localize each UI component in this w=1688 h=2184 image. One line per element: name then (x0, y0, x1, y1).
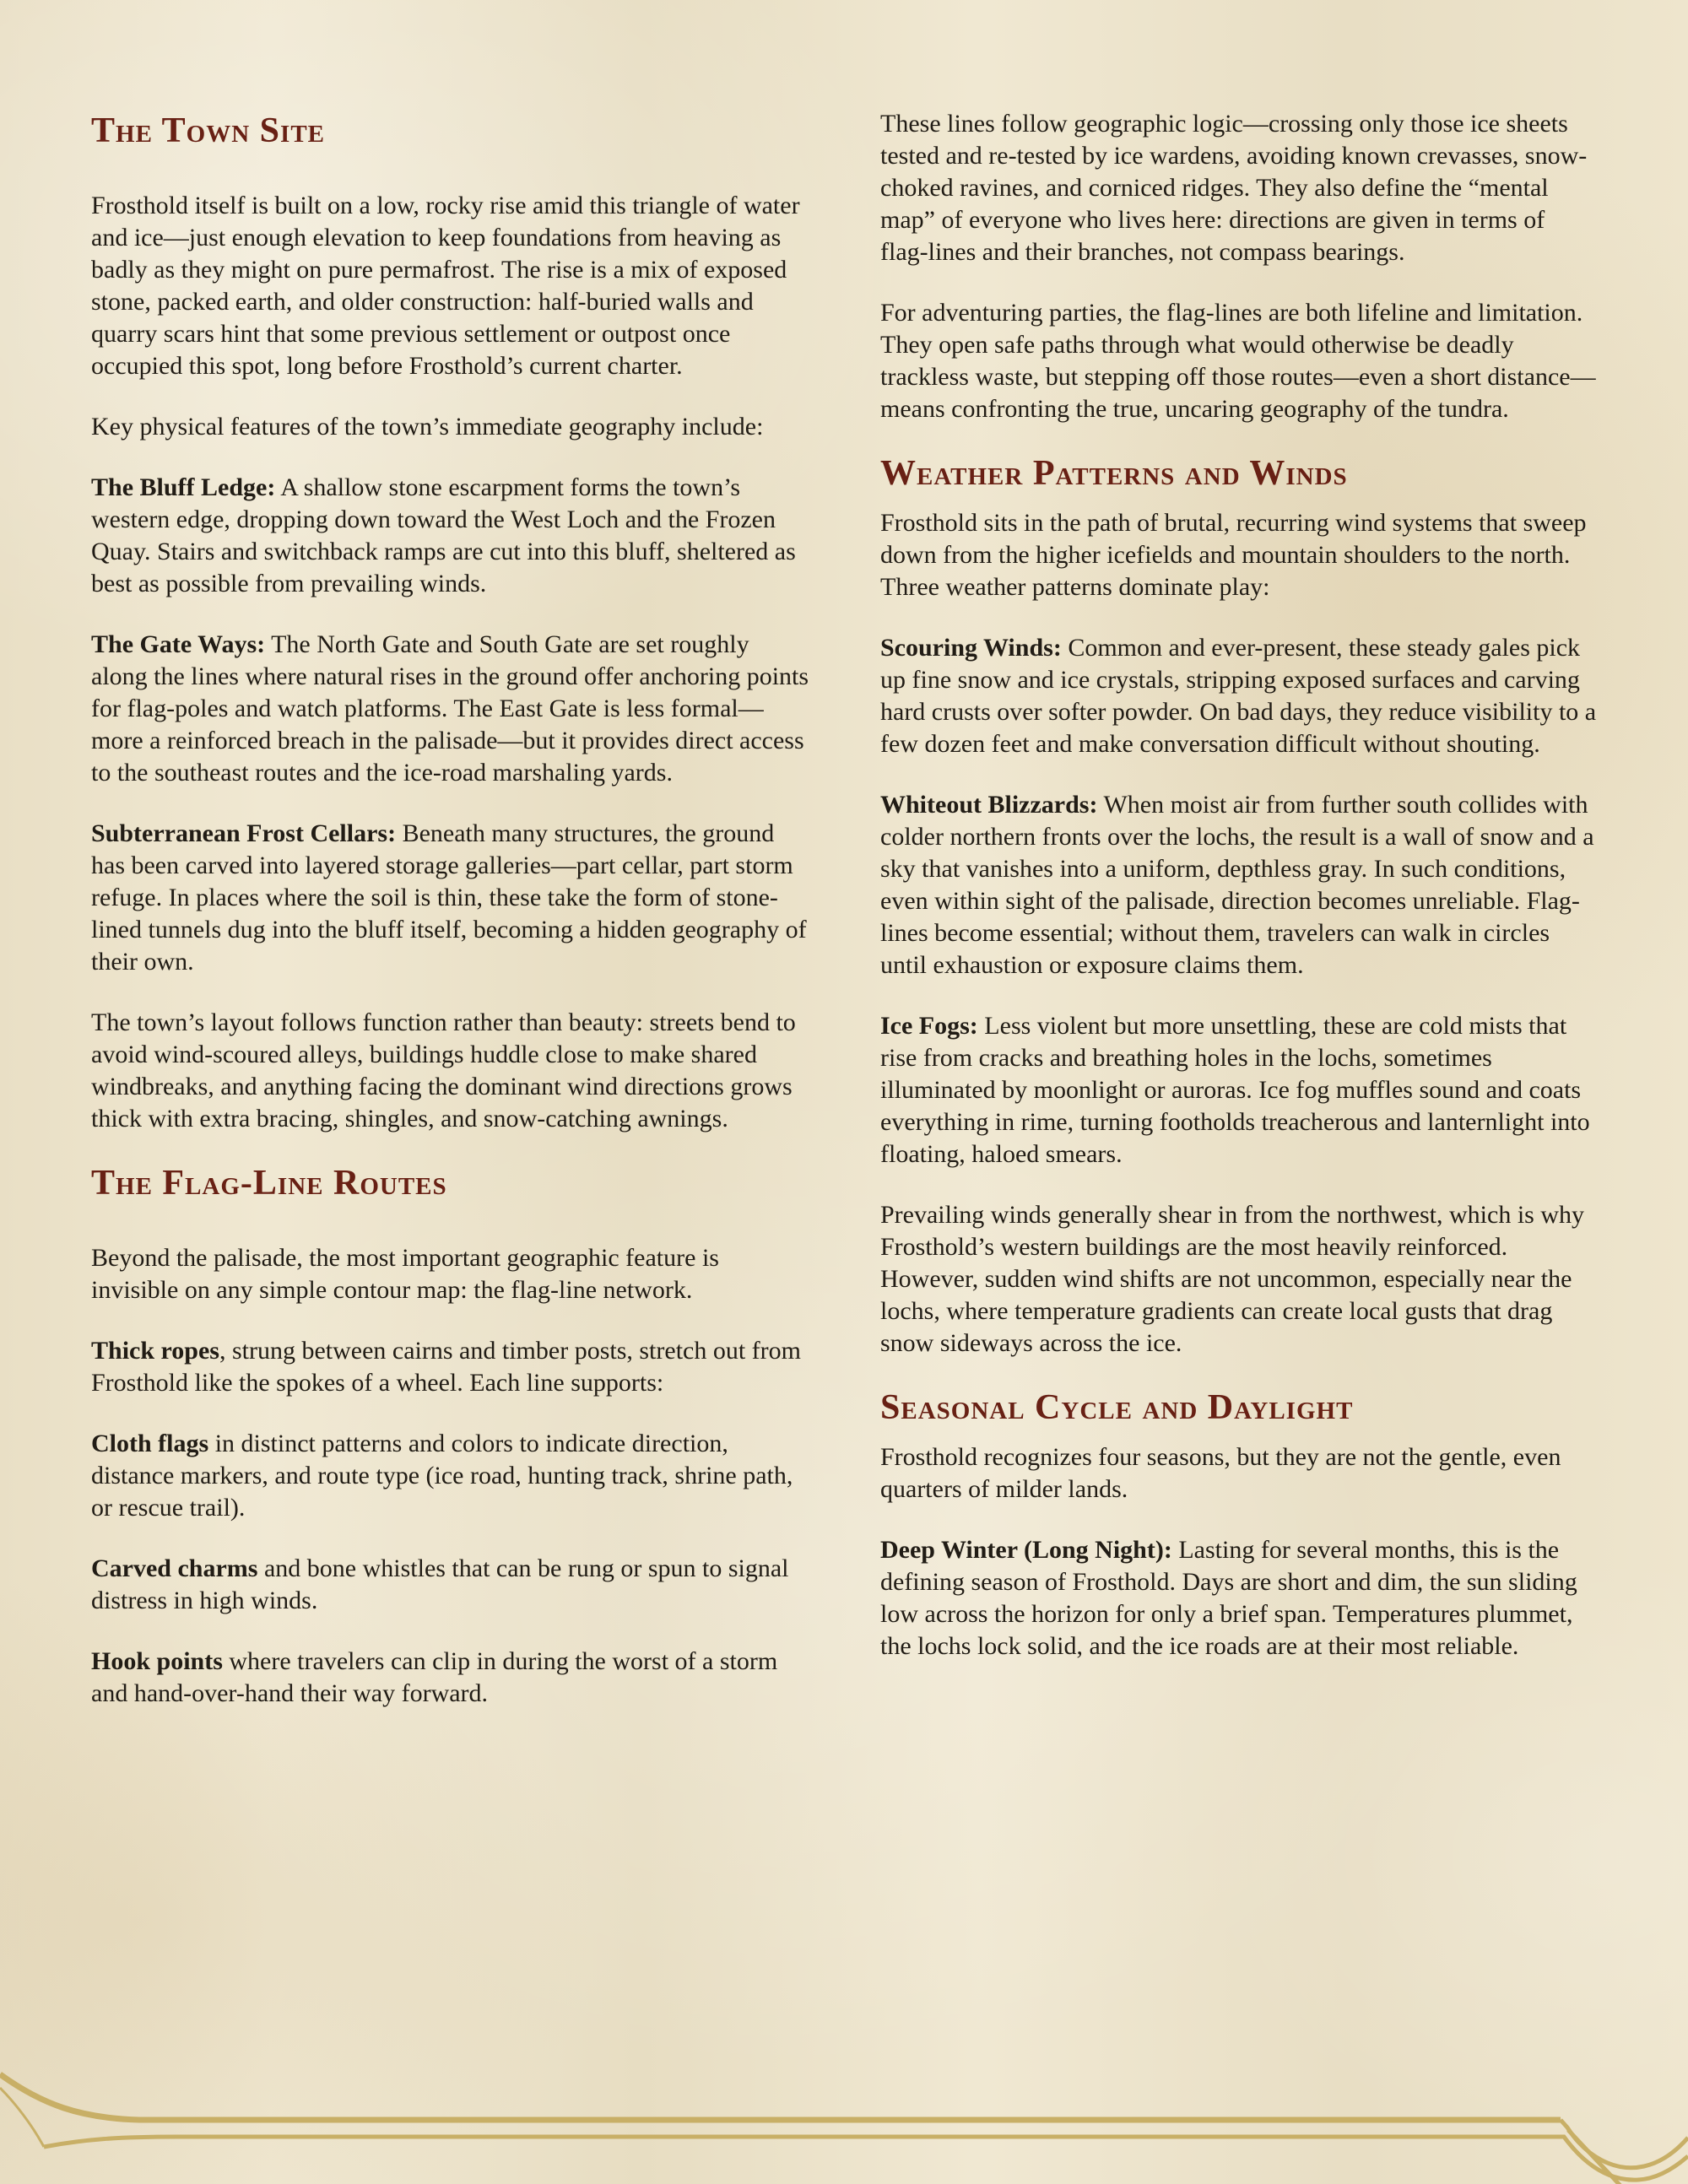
paragraph: The town’s layout follows function rather than beauty: streets bend to avoid wind-scoured alleys, buildings huddle close to make shared windbreaks, and anything facing the dominant wind directions grows thick with extra bracing, shingles, and snow-catching awnings. (91, 1008, 796, 1133)
flourish-lower-line (44, 2137, 1688, 2180)
section-heading: Seasonal Cycle and Daylight (880, 1388, 1354, 1428)
paragraph: Frosthold sits in the path of brutal, recurring wind systems that sweep down from the higher icefields and mountain shoulders to the north. Three weather patterns dominate play: (880, 509, 1587, 602)
two-column-layout (91, 108, 1599, 1710)
paragraph-lead: The Gate Ways: (91, 630, 266, 659)
paragraph (91, 1428, 809, 1524)
paragraph (91, 1335, 809, 1399)
paragraph-text: in distinct patterns and colors to indicate direction, distance markers, and route type (ice road, hunting track, shrine path, or rescue trail). (91, 1430, 793, 1522)
section-heading: The Town Site (91, 111, 325, 150)
paragraph-text: , strung between cairns and timber posts, stretch out from Frosthold like the spokes of a wheel. Each line supports: (91, 1337, 801, 1397)
paragraph (91, 818, 809, 978)
paragraph-lead: Carved charms (91, 1554, 258, 1583)
paragraph (91, 629, 809, 789)
paragraph (880, 632, 1599, 760)
section-heading: The Flag-Line Routes (91, 1164, 447, 1203)
paragraph: Key physical features of the town’s immediate geography include: (91, 413, 764, 441)
flourish-upper-line (0, 2074, 1561, 2120)
paragraph-lead: Scouring Winds: (880, 634, 1062, 662)
paragraph (880, 1010, 1599, 1170)
paragraph-text: The North Gate and South Gate are set roughly along the lines where natural rises in the ground offer anchoring points for flag-poles and watch platforms. The East Gate is less formal—more a reinforced breach in the palisade—but it provides direct access to the southeast routes and the ice-road marshaling yards. (91, 630, 809, 787)
paragraph (91, 472, 809, 600)
paragraph-lead: Hook points (91, 1647, 223, 1676)
section-heading: Weather Patterns and Winds (880, 454, 1348, 493)
paragraph-lead: Deep Winter (Long Night): (880, 1536, 1172, 1565)
paragraph-text: A shallow stone escarpment forms the town’s western edge, dropping down toward the West Loch and the Frozen Quay. Stairs and switchback ramps are cut into this bluff, sheltered as best as possible from prevailing winds. (91, 473, 796, 598)
paragraph-text: Beneath many structures, the ground has been carved into layered storage galleries—part cellar, part storm refuge. In places where the soil is thin, these take the form of stone-lined tunnels dug into the bluff itself, becoming a hidden geography of their own. (91, 819, 807, 976)
paragraph (880, 1534, 1599, 1662)
paragraph-lead: Subterranean Frost Cellars: (91, 819, 397, 848)
footer-flourish-ornament (0, 2056, 1688, 2184)
paragraph-lead: Cloth flags (91, 1430, 209, 1458)
paragraph (91, 1553, 809, 1617)
paragraph-lead: Thick ropes (91, 1337, 219, 1365)
paragraph: Prevailing winds generally shear in from the northwest, which is why Frosthold’s western buildings are the most heavily reinforced. However, sudden wind shifts are not uncommon, especially near the lochs, where temperature gradients can create local gusts that drag snow sideways across the ice. (880, 1201, 1584, 1358)
paragraph: For adventuring parties, the flag-lines are both lifeline and limitation. They open safe paths through what would otherwise be deadly trackless waste, but stepping off those routes—even a short distance—means confronting the true, uncaring geography of the tundra. (880, 299, 1596, 423)
paragraph-lead: The Bluff Ledge: (91, 473, 276, 502)
paragraph-lead: Whiteout Blizzards: (880, 791, 1098, 819)
paragraph-text: When moist air from further south collides with colder northern fronts over the lochs, the result is a wall of snow and a sky that vanishes into a uniform, depthless gray. In such conditions, even within sight of the palisade, direction becomes unreliable. Flag-lines become essential; without them, travelers can walk in circles until exhaustion or exposure claims them. (880, 791, 1594, 980)
paragraph-text: where travelers can clip in during the worst of a storm and hand-over-hand their way forward. (91, 1647, 778, 1708)
paragraph-lead: Ice Fogs: (880, 1012, 978, 1041)
paragraph-text: Lasting for several months, this is the defining season of Frosthold. Days are short and dim, the sun sliding low across the horizon for only a brief span. Temperatures plummet, the lochs lock solid, and the ice roads are at their most reliable. (880, 1536, 1577, 1661)
paragraph: These lines follow geographic logic—crossing only those ice sheets tested and re-tested by ice wardens, avoiding known crevasses, snow-choked ravines, and corniced ridges. They also define the “mental map” of everyone who lives here: directions are given in terms of flag-lines and their branches, not compass bearings. (880, 110, 1588, 266)
paragraph-text: Common and ever-present, these steady gales pick up fine snow and ice crystals, stripping exposed surfaces and carving hard crusts over softer powder. On bad days, they reduce visibility to a few dozen feet and make conversation difficult without shouting. (880, 634, 1597, 759)
right-column (880, 108, 1599, 1662)
paragraph: Frosthold recognizes four seasons, but they are not the gentle, even quarters of milder lands. (880, 1443, 1561, 1504)
paragraph-text: Less violent but more unsettling, these are cold mists that rise from cracks and breathing holes in the lochs, sometimes illuminated by moonlight or auroras. Ice fog muffles sound and coats everything in rime, turning footholds treacherous and lanternlight into floating, haloed smears. (880, 1012, 1590, 1169)
paragraph: Frosthold itself is built on a low, rocky rise amid this triangle of water and ice—just enough elevation to keep foundations from heaving as badly as they might on pure permafrost. The rise is a mix of exposed stone, packed earth, and older construction: half-buried walls and quarry scars hint that some previous settlement or outpost once occupied this spot, long before Frosthold’s current charter. (91, 192, 800, 381)
paragraph-text: and bone whistles that can be rung or spun to signal distress in high winds. (91, 1554, 789, 1615)
paragraph: Beyond the palisade, the most important geographic feature is invisible on any simple contour map: the flag-line network. (91, 1244, 719, 1305)
paragraph (91, 1646, 809, 1710)
flourish-right-diagonal (1568, 2130, 1620, 2184)
left-column (91, 108, 809, 1710)
paragraph (880, 789, 1599, 981)
